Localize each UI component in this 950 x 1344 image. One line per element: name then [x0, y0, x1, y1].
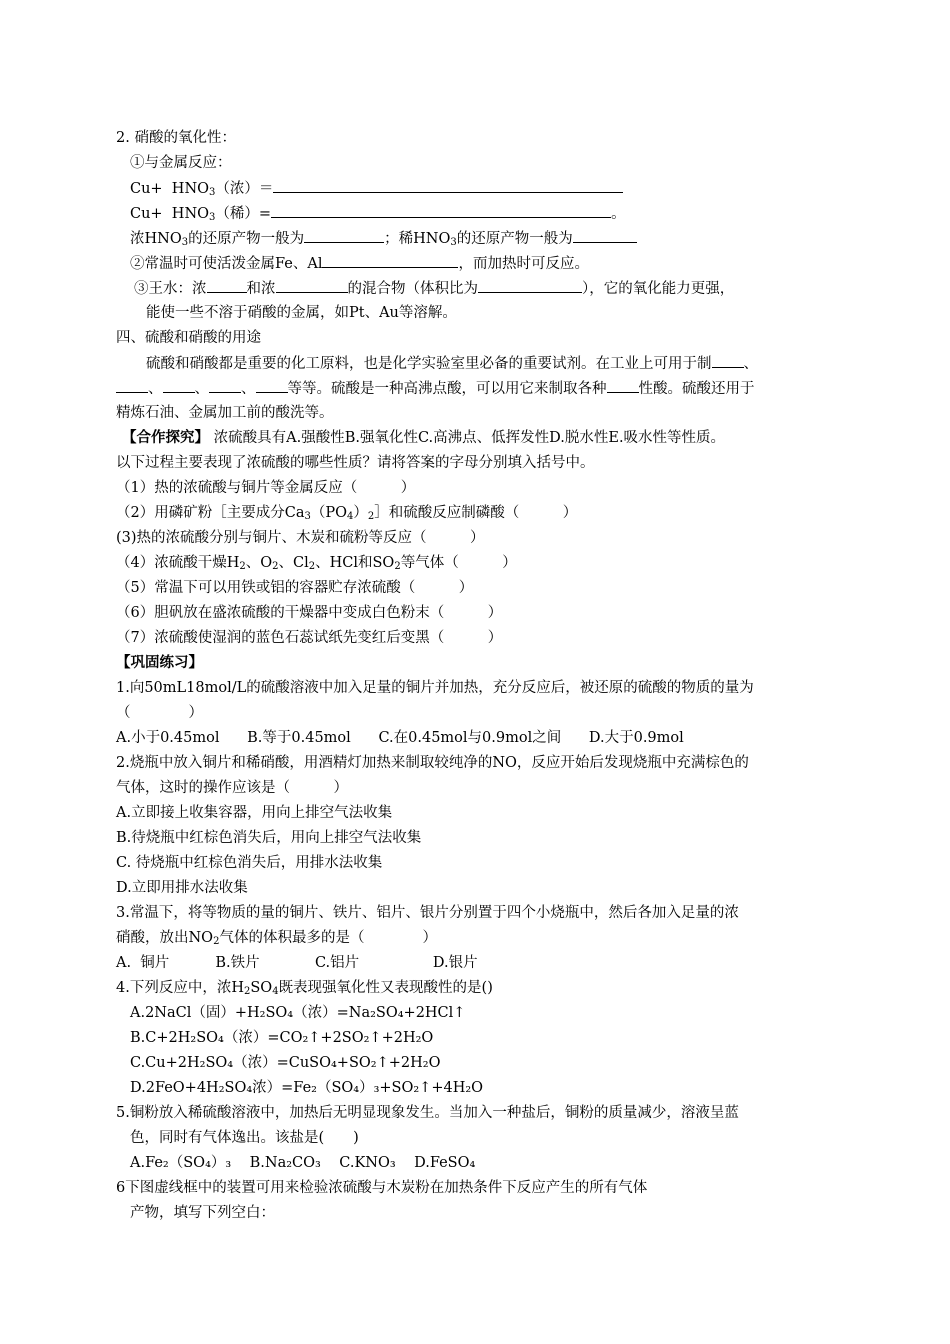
cooperate-item: （1）热的浓硫酸与铜片等金属反应（ ） — [116, 480, 416, 496]
answer-blank[interactable] — [304, 228, 384, 243]
passivation-line: ②常温时可使活泼金属Fe、Al ，而加热时可反应。 — [130, 253, 589, 274]
cooperate-item: （4）浓硫酸干燥$H_2$、$O_2$、$Cl_2$、HCl和$SO_2$等气体（ ） — [116, 555, 517, 572]
question-4-option-a: A.2NaCl（固）+H₂SO₄（浓）=Na₂SO₄+2HCl↑ — [130, 1005, 466, 1021]
question-5-options: A.Fe₂（SO₄）₃ B.Na₂CO₃ C.KNO₃ D.FeSO₄ — [130, 1155, 476, 1171]
question-2-option-a: A.立即接上收集容器，用向上排空气法收集 — [116, 805, 393, 821]
question-2-option-b: B.待烧瓶中红棕色消失后，用向上排空气法收集 — [116, 830, 422, 846]
cooperate-item: （6）胆矾放在盛浓硫酸的干燥器中变成白色粉末（ ） — [116, 605, 503, 621]
practice-heading: 【巩固练习】 — [116, 654, 203, 671]
metal-reaction-label: ①与金属反应： — [130, 155, 232, 171]
question-4-option-c: C.Cu+2H₂SO₄（浓）=CuSO₄+SO₂↑+2H₂O — [130, 1055, 441, 1071]
section-title: 2. 硝酸的氧化性： — [116, 130, 236, 146]
cu-conc-equation: $Cu+ HNO_3$（浓）＝ — [130, 178, 623, 199]
question-1-paren: （ ） — [116, 705, 203, 721]
cooperate-item: （5）常温下可以用铁或铝的容器贮存浓硫酸（ ） — [116, 580, 474, 596]
question-1-options: A.小于0.45mol B.等于0.45mol C.在0.45mol与0.9mol之间 D.大于0.9mol — [116, 730, 684, 746]
question-3: 3.常温下，将等物质的量的铜片、铁片、铝片、银片分别置于四个小烧瓶中，然后各加入足量的浓 — [116, 905, 739, 921]
cooperate-item: （2）用磷矿粉［主要成分$Ca_3(PO_4)_2]$和硫酸反应制磷酸（ ） — [116, 505, 578, 522]
uses-paragraph-line2: 、 、 、 等等。硫酸是一种高沸点酸，可以用它来制取各种 性酸。硫酸还用于 — [116, 378, 755, 399]
cu-dil-equation: $Cu+ HNO_3$（稀）= 。 — [130, 203, 626, 224]
question-4-option-b: B.C+2H₂SO₄（浓）=CO₂↑+2SO₂↑+2H₂O — [130, 1030, 434, 1046]
uses-paragraph-line1: 硫酸和硝酸都是重要的化工原料，也是化学实验室里必备的重要试剂。在工业上可用于制 、 — [146, 353, 758, 374]
answer-blank[interactable] — [207, 278, 247, 293]
question-6: 6下图虚线框中的装置可用来检验浓硫酸与木炭粉在加热条件下反应产生的所有气体 — [116, 1180, 648, 1196]
answer-blank[interactable] — [607, 378, 639, 393]
question-4: 4.下列反应中，浓$H_2SO_4$既表现强氧化性又表现酸性的是() — [116, 980, 493, 997]
aqua-regia-line2: 能使一些不溶于硝酸的金属，如Pt、Au等溶解。 — [146, 305, 457, 321]
answer-blank[interactable] — [116, 378, 148, 393]
cooperate-heading: 【合作探究】 — [122, 429, 209, 446]
section-title: 四、硫酸和硝酸的用途 — [116, 330, 261, 346]
answer-blank[interactable] — [712, 353, 744, 368]
answer-blank[interactable] — [573, 228, 637, 243]
question-1: 1.向50mL18mol/L的硫酸溶液中加入足量的铜片并加热，充分反应后，被还原的硫酸的物质的量为 — [116, 680, 754, 696]
answer-blank[interactable] — [276, 278, 348, 293]
question-2: 2.烧瓶中放入铜片和稀硝酸，用酒精灯加热来制取较纯净的NO，反应开始后发现烧瓶中充满棕色的 — [116, 755, 749, 771]
answer-blank[interactable] — [271, 203, 611, 218]
question-3-options: A. 铜片 B.铁片 C.铝片 D.银片 — [116, 955, 478, 971]
answer-blank[interactable] — [256, 378, 288, 393]
cooperate-intro: 【合作探究】 浓硫酸具有A.强酸性B.强氧化性C.高沸点、低挥发性D.脱水性E.吸水性等性质。 — [122, 429, 726, 446]
question-6-line2: 产物，填写下列空白： — [130, 1205, 275, 1221]
cooperate-intro2: 以下过程主要表现了浓硫酸的哪些性质？请将答案的字母分别填入括号中。 — [116, 455, 595, 471]
reduction-products: 浓$HNO_3$的还原产物一般为 ；稀$HNO_3$的还原产物一般为 — [130, 228, 637, 249]
cooperate-item: (3)热的浓硫酸分别与铜片、木炭和硫粉等反应（ ） — [116, 530, 485, 546]
answer-blank[interactable] — [209, 378, 241, 393]
answer-blank[interactable] — [163, 378, 195, 393]
answer-blank[interactable] — [478, 278, 582, 293]
question-3-line2: 硝酸，放出$NO_2$气体的体积最多的是（ ） — [116, 930, 437, 947]
question-2-option-c: C. 待烧瓶中红棕色消失后，用排水法收集 — [116, 855, 383, 871]
answer-blank[interactable] — [273, 178, 623, 193]
question-2-line2: 气体，这时的操作应该是（ ） — [116, 780, 348, 796]
aqua-regia-line: ③王水：浓 和浓 的混合物（体积比为 ），它的氧化能力更强， — [134, 278, 734, 299]
question-5-line2: 色，同时有气体逸出。该盐是( ) — [130, 1130, 359, 1146]
question-2-option-d: D.立即用排水法收集 — [116, 880, 248, 896]
question-5: 5.铜粉放入稀硫酸溶液中，加热后无明显现象发生。当加入一种盐后，铜粉的质量减少，溶液呈蓝 — [116, 1105, 739, 1121]
answer-blank[interactable] — [322, 253, 458, 268]
cooperate-item: （7）浓硫酸使湿润的蓝色石蕊试纸先变红后变黑（ ） — [116, 630, 503, 646]
uses-paragraph-line3: 精炼石油、金属加工前的酸洗等。 — [116, 405, 334, 421]
question-4-option-d: D.2FeO+4H₂SO₄浓）=Fe₂（SO₄）₃+SO₂↑+4H₂O — [130, 1080, 484, 1096]
